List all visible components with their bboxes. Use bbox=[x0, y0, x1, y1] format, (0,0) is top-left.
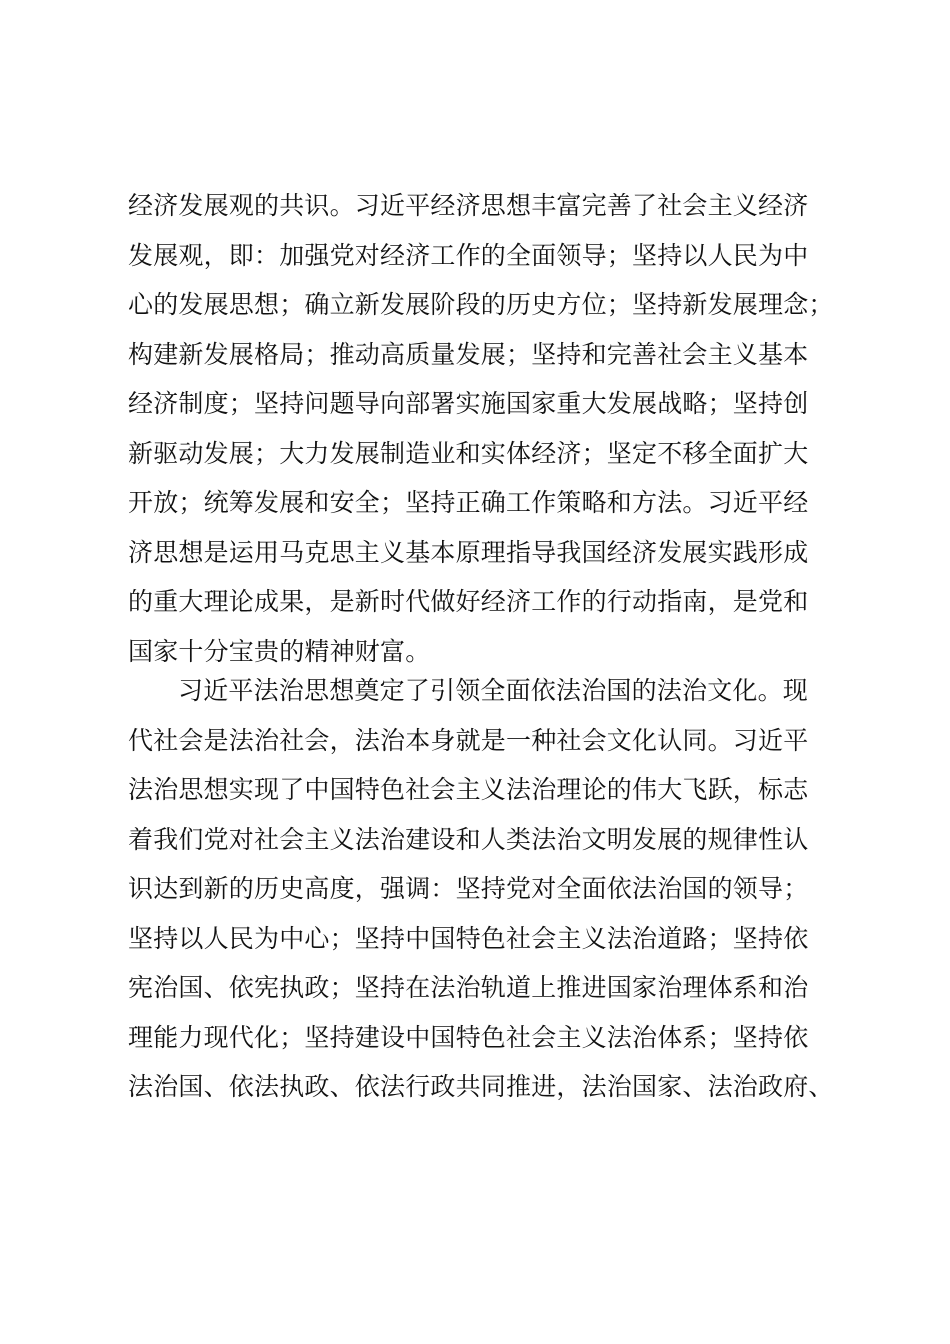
paragraph-rule-of-law-thought bbox=[128, 666, 858, 1112]
text-line: 国家十分宝贵的精神财富。 bbox=[128, 636, 431, 666]
text-line: 心的发展思想；确立新发展阶段的历史方位；坚持新发展理念； bbox=[128, 290, 834, 319]
text-line: 理能力现代化；坚持建设中国特色社会主义法治体系；坚持依 bbox=[128, 1022, 809, 1052]
text-line: 经济发展观的共识。习近平经济思想丰富完善了社会主义经济 bbox=[128, 191, 809, 220]
text-line: 宪治国、依宪执政；坚持在法治轨道上推进国家治理体系和治 bbox=[128, 973, 809, 1002]
text-line: 着我们党对社会主义法治建设和人类法治文明发展的规律性认 bbox=[128, 824, 809, 854]
text-line: 构建新发展格局；推动高质量发展；坚持和完善社会主义基本 bbox=[128, 339, 809, 369]
text-line-first-indented: 习近平法治思想奠定了引领全面依法治国的法治文化。现 bbox=[178, 676, 809, 705]
paragraph-economic-thought bbox=[128, 181, 858, 676]
text-line: 开放；统筹发展和安全；坚持正确工作策略和方法。习近平经 bbox=[128, 488, 809, 517]
text-line: 法治思想实现了中国特色社会主义法治理论的伟大飞跃，标志 bbox=[128, 775, 809, 804]
text-line: 的重大理论成果，是新时代做好经济工作的行动指南，是党和 bbox=[128, 587, 809, 616]
text-line: 坚持以人民为中心；坚持中国特色社会主义法治道路；坚持依 bbox=[128, 923, 809, 953]
text-line: 识达到新的历史高度，强调：坚持党对全面依法治国的领导； bbox=[128, 874, 809, 903]
text-line: 发展观，即：加强党对经济工作的全面领导；坚持以人民为中 bbox=[128, 240, 809, 270]
text-line: 法治国、依法执政、依法行政共同推进，法治国家、法治政府、 bbox=[128, 1072, 834, 1101]
text-line: 济思想是运用马克思主义基本原理指导我国经济发展实践形成 bbox=[128, 537, 809, 567]
text-line: 代社会是法治社会，法治本身就是一种社会文化认同。习近平 bbox=[128, 725, 809, 755]
text-line: 经济制度；坚持问题导向部署实施国家重大发展战略；坚持创 bbox=[128, 389, 809, 418]
text-line: 新驱动发展；大力发展制造业和实体经济；坚定不移全面扩大 bbox=[128, 438, 809, 468]
